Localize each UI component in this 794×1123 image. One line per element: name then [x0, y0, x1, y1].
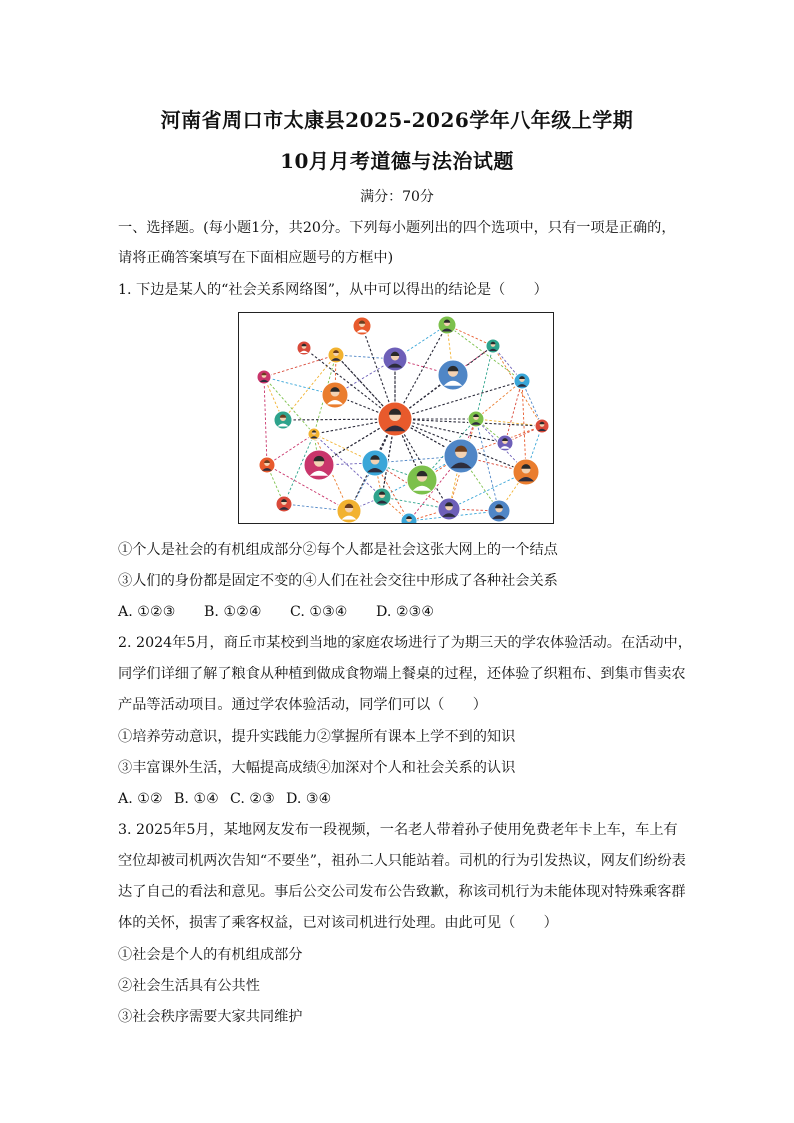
person-avatar-icon — [378, 402, 412, 436]
q2-stem-line3: 产品等活动项目。通过学农体验活动，同学们可以（ ） — [118, 697, 487, 713]
q1-statement-line2: ③人们的身份都是固定不变的④人们在社会交往中形成了各种社会关系 — [118, 573, 558, 589]
person-avatar-icon — [513, 459, 539, 485]
q3-stem-line4: 体的关怀，损害了乘客权益，已对该司机进行处理。由此可见（ ） — [118, 915, 558, 931]
q2-option-b[interactable]: B. ①④ — [174, 791, 219, 807]
q2-option-d[interactable]: D. ③④ — [286, 791, 332, 807]
q2-stem-line1: 2. 2024年5月，商丘市某校到当地的家庭农场进行了为期三天的学农体验活动。在活动中， — [118, 635, 692, 651]
full-score: 满分：70分 — [360, 189, 434, 205]
person-avatar-icon — [486, 339, 500, 353]
person-avatar-icon — [497, 435, 513, 451]
section-heading-line1: 一、选择题。(每小题1分，共20分。下列每小题列出的四个选项中，只有一项是正确的， — [118, 220, 676, 236]
doc-title-line1: 河南省周口市太康县2025-2026学年八年级上学期 — [160, 108, 634, 132]
q2-statement-line2: ③丰富课外生活，大幅提高成绩④加深对个人和社会关系的认识 — [118, 760, 516, 776]
q3-stem-line3: 达了自己的看法和意见。事后公交公司发布公告致歉，称该司机行为未能体现对特殊乘客群 — [118, 884, 686, 900]
person-avatar-icon — [438, 360, 468, 390]
q2-option-c[interactable]: C. ②③ — [230, 791, 275, 807]
person-avatar-icon — [373, 488, 391, 506]
person-avatar-icon — [308, 428, 320, 440]
network-link — [476, 419, 499, 511]
q3-stem-line1: 3. 2025年5月，某地网友发布一段视频，一名老人带着孙子使用免费老年卡上车，车上有 — [118, 822, 678, 838]
q2-option-a[interactable]: A. ①② — [118, 791, 163, 807]
social-network-figure — [238, 312, 554, 524]
section-heading-line2: 请将正确答案填写在下面相应题号的方框中) — [118, 250, 394, 266]
q1-option-d[interactable]: D. ②③④ — [376, 604, 435, 620]
network-link — [522, 381, 526, 472]
person-avatar-icon — [488, 500, 510, 522]
person-avatar-icon — [259, 457, 275, 473]
person-avatar-icon — [407, 465, 437, 495]
person-avatar-icon — [383, 347, 407, 371]
q3-statement-1: ①社会是个人的有机组成部分 — [118, 947, 303, 963]
person-avatar-icon — [304, 450, 334, 480]
q1-statement-line1: ①个人是社会的有机组成部分②每个人都是社会这张大网上的一个结点 — [118, 542, 558, 558]
person-avatar-icon — [297, 341, 311, 355]
person-avatar-icon — [444, 439, 478, 473]
q3-stem-line2: 空位却被司机两次告知“不要坐”，祖孙二人只能站着。司机的行为引发热议，网友们纷纷表 — [118, 853, 686, 869]
person-avatar-icon — [328, 347, 344, 363]
network-link — [264, 355, 336, 377]
q1-stem: 1. 下边是某人的“社会关系网络图”，从中可以得出的结论是（ ） — [118, 282, 548, 298]
q1-option-b[interactable]: B. ①②④ — [204, 604, 262, 620]
social-network-illustration — [239, 313, 553, 523]
person-avatar-icon — [353, 317, 371, 335]
person-avatar-icon — [438, 498, 460, 520]
q3-statement-3: ③社会秩序需要大家共同维护 — [118, 1009, 303, 1025]
q1-option-c[interactable]: C. ①③④ — [290, 604, 348, 620]
q1-options — [118, 602, 688, 622]
person-avatar-icon — [276, 496, 292, 512]
q2-options — [118, 789, 688, 809]
q2-statement-line1: ①培养劳动意识，提升实践能力②掌握所有课本上学不到的知识 — [118, 729, 516, 745]
q1-option-a[interactable]: A. ①②③ — [118, 604, 176, 620]
person-avatar-icon — [274, 411, 292, 429]
person-avatar-icon — [468, 411, 484, 427]
doc-title-line2: 10月月考道德与法治试题 — [280, 149, 514, 173]
network-link — [505, 381, 522, 443]
person-avatar-icon — [535, 419, 549, 433]
person-avatar-icon — [337, 499, 361, 523]
q3-statement-2: ②社会生活具有公共性 — [118, 978, 260, 994]
person-avatar-icon — [322, 382, 348, 408]
network-link — [476, 381, 522, 419]
person-avatar-icon — [514, 373, 530, 389]
person-avatar-icon — [438, 316, 456, 334]
person-avatar-icon — [401, 513, 417, 523]
q2-stem-line2: 同学们详细了解了粮食从种植到做成食物端上餐桌的过程，还体验了织粗布、到集市售卖农 — [118, 666, 686, 682]
person-avatar-icon — [257, 370, 271, 384]
person-avatar-icon — [362, 450, 388, 476]
network-link — [264, 377, 267, 465]
